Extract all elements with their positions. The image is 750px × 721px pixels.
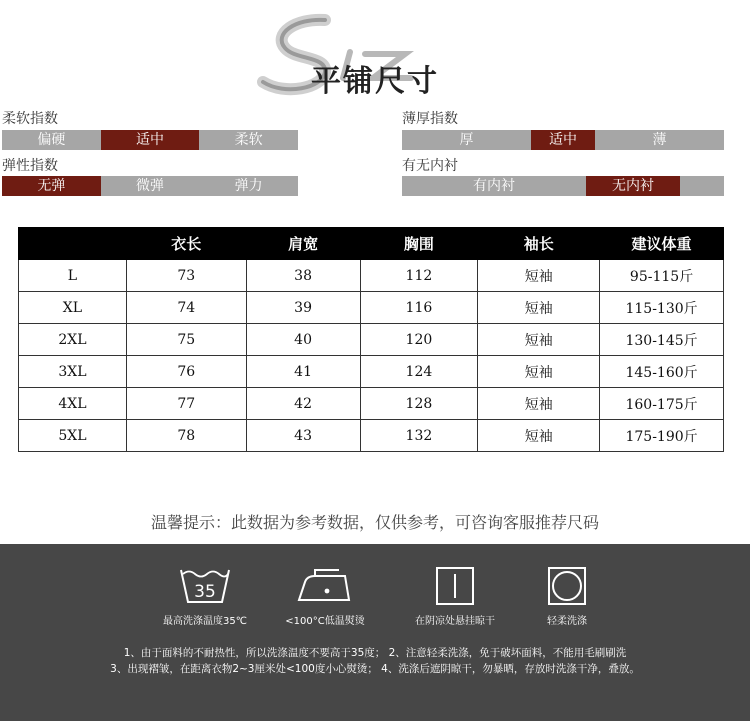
- thickness-label: 薄厚指数: [402, 111, 458, 127]
- cell-chest: 132: [360, 420, 478, 452]
- table-row: [19, 324, 724, 356]
- cell-chest: 116: [360, 292, 478, 324]
- wash-35-icon: [175, 564, 235, 606]
- cell-length: 75: [126, 324, 246, 356]
- care-notes: [0, 645, 750, 677]
- care-note-line: 1、由于面料的不耐热性，所以洗涤温度不要高于35度； 2、注意轻柔洗涤，免于破坏面料，不能用毛刷刷洗: [123, 647, 627, 659]
- care-item-gentle: [507, 564, 627, 627]
- elasticity-option-slight: 微弹: [136, 178, 164, 194]
- cell-chest: 120: [360, 324, 478, 356]
- table-row: [19, 260, 724, 292]
- cell-sleeve: 短袖: [478, 260, 600, 292]
- cell-shoulder: 42: [246, 388, 360, 420]
- cell-chest: 128: [360, 388, 478, 420]
- care-label-gentle: 轻柔洗涤: [547, 616, 587, 627]
- line-dry-shade-icon: [425, 564, 485, 606]
- softness-bar: [2, 130, 298, 150]
- lining-option-blank: [680, 176, 724, 196]
- care-note-line: 3、出现褶皱，在距离衣物2~3厘米处<100度小心熨烫； 4、洗涤后遮阴晾干，勿暴晒，存放时洗涤干净，叠放。: [110, 663, 640, 675]
- cell-shoulder: 40: [246, 324, 360, 356]
- page-title: 平铺尺寸: [311, 64, 439, 99]
- table-row: [19, 388, 724, 420]
- care-label-wash: 最高洗涤温度35℃: [163, 616, 247, 627]
- lining-label: 有无内衬: [402, 158, 458, 174]
- iron-low-icon: [295, 564, 355, 606]
- elasticity-label: 弹性指数: [2, 158, 58, 174]
- table-row: [19, 420, 724, 452]
- cell-shoulder: 43: [246, 420, 360, 452]
- cell-length: 76: [126, 356, 246, 388]
- cell-length: 77: [126, 388, 246, 420]
- softness-label: 柔软指数: [2, 111, 58, 127]
- cell-length: 78: [126, 420, 246, 452]
- header-cell-sleeve: 袖长: [478, 228, 600, 260]
- cell-weight: 95-115斤: [600, 260, 724, 292]
- cell-weight: 145-160斤: [600, 356, 724, 388]
- cell-size: XL: [19, 292, 127, 324]
- table-row: [19, 356, 724, 388]
- cell-weight: 160-175斤: [600, 388, 724, 420]
- header-cell-shoulder: 肩宽: [246, 228, 360, 260]
- elasticity-option-none: 无弹: [2, 176, 101, 196]
- lining-option-unlined: 无内衬: [586, 176, 680, 196]
- cell-shoulder: 41: [246, 356, 360, 388]
- cell-length: 74: [126, 292, 246, 324]
- thickness-option-medium: 适中: [531, 130, 595, 150]
- care-item-dry: [395, 564, 515, 627]
- cell-sleeve: 短袖: [478, 420, 600, 452]
- cell-shoulder: 39: [246, 292, 360, 324]
- header-cell-chest: 胸围: [360, 228, 478, 260]
- thickness-option-thin: 薄: [652, 132, 667, 148]
- lining-option-lined: 有内衬: [473, 178, 515, 194]
- header-cell-size: [19, 228, 127, 260]
- cell-sleeve: 短袖: [478, 388, 600, 420]
- table-row: [19, 292, 724, 324]
- softness-option-medium: 适中: [101, 130, 200, 150]
- cell-weight: 175-190斤: [600, 420, 724, 452]
- size-tip: 温馨提示：此数据为参考数据，仅供参考，可咨询客服推荐尺码: [150, 513, 599, 532]
- header-cell-weight: 建议体重: [600, 228, 724, 260]
- cell-sleeve: 短袖: [478, 356, 600, 388]
- cell-weight: 130-145斤: [600, 324, 724, 356]
- cell-sleeve: 短袖: [478, 324, 600, 356]
- care-item-iron: [265, 564, 385, 627]
- cell-weight: 115-130斤: [600, 292, 724, 324]
- cell-length: 73: [126, 260, 246, 292]
- cell-size: L: [19, 260, 127, 292]
- thickness-option-thick: 厚: [459, 132, 474, 148]
- elasticity-option-stretch: 弹力: [234, 178, 263, 194]
- header: [0, 0, 750, 105]
- softness-option-hard: 偏硬: [37, 132, 66, 148]
- table-header-row: [19, 228, 724, 260]
- size-table: [18, 227, 724, 452]
- cell-size: 5XL: [19, 420, 127, 452]
- cell-chest: 112: [360, 260, 478, 292]
- cell-chest: 124: [360, 356, 478, 388]
- cell-sleeve: 短袖: [478, 292, 600, 324]
- wash-temp-value: 35: [194, 582, 216, 602]
- cell-size: 4XL: [19, 388, 127, 420]
- lining-bar: [402, 176, 724, 196]
- elasticity-bar: [2, 176, 298, 196]
- cell-size: 2XL: [19, 324, 127, 356]
- care-label-dry: 在阴凉处悬挂晾干: [415, 616, 495, 627]
- care-section: [0, 544, 750, 721]
- gentle-wash-icon: [537, 564, 597, 606]
- header-cell-length: 衣长: [126, 228, 246, 260]
- softness-option-soft: 柔软: [234, 132, 263, 148]
- cell-shoulder: 38: [246, 260, 360, 292]
- care-item-wash: [145, 564, 265, 627]
- cell-size: 3XL: [19, 356, 127, 388]
- thickness-bar: [402, 130, 724, 150]
- care-label-iron: <100°C低温熨烫: [285, 616, 365, 627]
